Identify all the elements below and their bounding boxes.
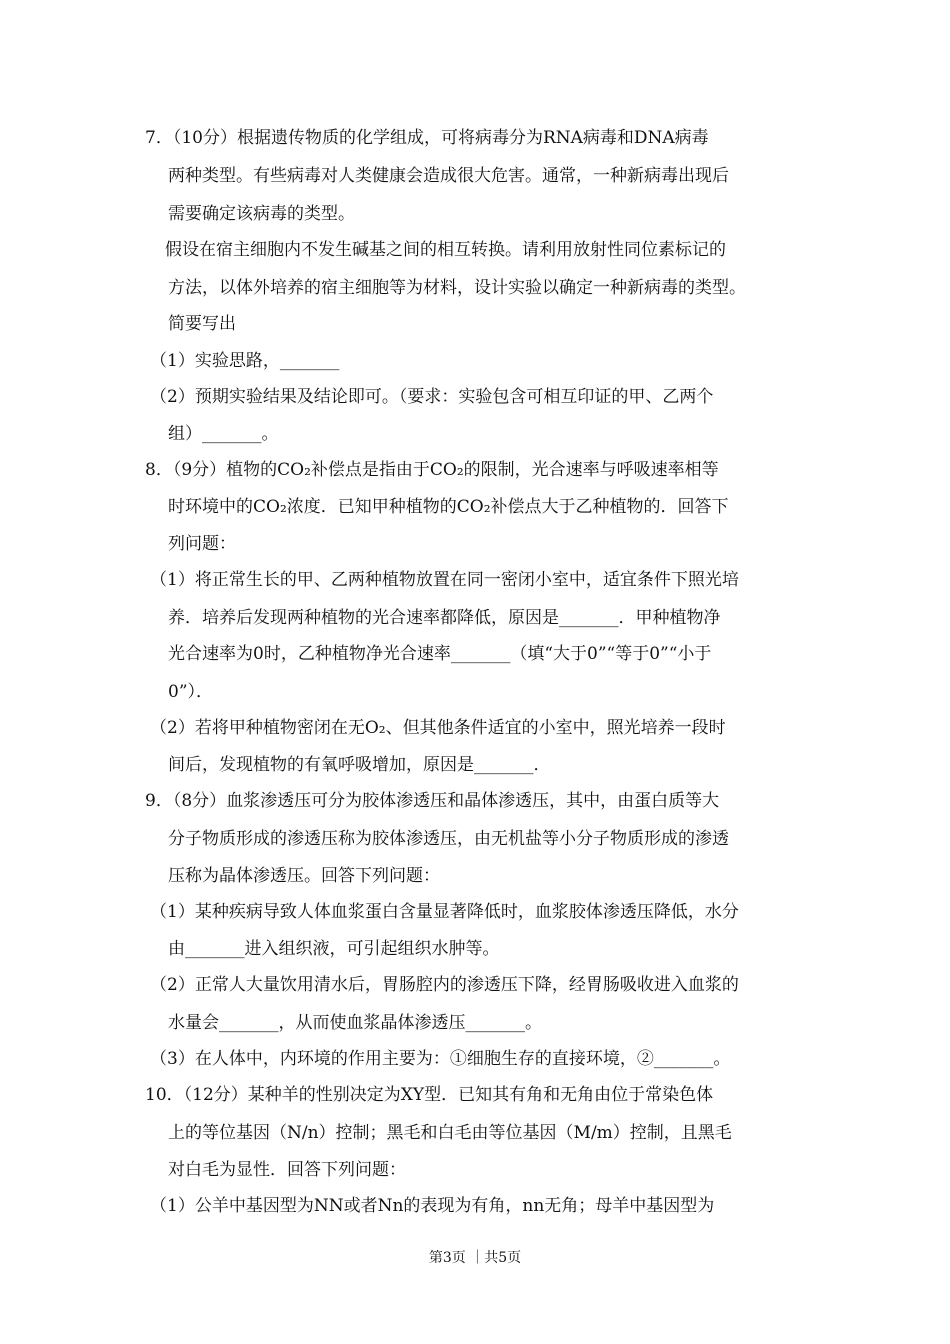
- q8-line-1: 8．（9分）植物的CO₂补偿点是指由于CO₂的限制，光合速率与呼吸速率相等: [145, 460, 719, 480]
- q7-line-4: 假设在宿主细胞内不发生碱基之间的相互转换。请利用放射性同位素标记的: [165, 240, 726, 260]
- q9-sub-1-cont: 由_______进入组织液，可引起组织水肿等。: [168, 939, 500, 959]
- q9-line-1: 9．（8分）血浆渗透压可分为胶体渗透压和晶体渗透压，其中，由蛋白质等大: [145, 791, 720, 811]
- q7-sub-1: （1）实验思路，_______: [150, 351, 340, 371]
- q7-line-3: 需要确定该病毒的类型。: [168, 204, 355, 224]
- q9-sub-2-cont: 水量会_______，从而使血浆晶体渗透压_______。: [168, 1013, 542, 1033]
- q7-sub-2: （2）预期实验结果及结论即可。（要求：实验包含可相互印证的甲、乙两个: [150, 387, 714, 407]
- q8-sub-1-cont-1: 养．培养后发现两种植物的光合速率都降低，原因是_______．甲种植物净: [168, 608, 721, 628]
- q7-line-1: 7．（10分）根据遗传物质的化学组成，可将病毒分为RNA病毒和DNA病毒: [145, 128, 709, 148]
- q9-sub-3: （3）在人体中，内环境的作用主要为：①细胞生存的直接环境，②_______。: [150, 1049, 731, 1069]
- q8-sub-1-cont-3: 0”）．: [168, 682, 214, 702]
- q9-line-3: 压称为晶体渗透压。回答下列问题：: [168, 866, 440, 886]
- q9-sub-1: （1）某种疾病导致人体血浆蛋白含量显著降低时，血浆胶体渗透压降低，水分: [150, 902, 739, 922]
- q10-sub-1: （1）公羊中基因型为NN或者Nn的表现为有角，nn无角；母羊中基因型为: [150, 1196, 715, 1216]
- q7-line-5: 方法，以体外培养的宿主细胞等为材料，设计实验以确定一种新病毒的类型。: [168, 278, 746, 298]
- q10-line-2: 上的等位基因（N/n）控制；黑毛和白毛由等位基因（M/m）控制，且黑毛: [168, 1123, 732, 1143]
- q10-line-1: 10．（12分）某种羊的性别决定为XY型．已知其有角和无角由位于常染色体: [145, 1085, 714, 1105]
- q7-line-6: 简要写出: [168, 314, 236, 334]
- q8-line-2: 时环境中的CO₂浓度．已知甲种植物的CO₂补偿点大于乙种植物的．回答下: [168, 497, 729, 517]
- q9-line-2: 分子物质形成的渗透压称为胶体渗透压，由无机盐等小分子物质形成的渗透: [168, 829, 729, 849]
- q9-sub-2: （2）正常人大量饮用清水后，胃肠腔内的渗透压下降，经胃肠吸收进入血浆的: [150, 975, 739, 995]
- q10-line-3: 对白毛为显性．回答下列问题：: [168, 1160, 406, 1180]
- q8-line-3: 列问题：: [168, 534, 236, 554]
- q7-sub-2-cont: 组）_______。: [168, 424, 279, 444]
- q8-sub-1: （1）将正常生长的甲、乙两种植物放置在同一密闭小室中，适宜条件下照光培: [150, 570, 739, 590]
- q8-sub-1-cont-2: 光合速率为0时，乙种植物净光合速率_______（填“大于0”“等于0”“小于: [168, 644, 712, 664]
- q8-sub-2-cont: 间后，发现植物的有氧呼吸增加，原因是_______．: [168, 755, 551, 775]
- page-footer: 第3页 ｜共5页: [428, 1250, 522, 1266]
- q8-sub-2: （2）若将甲种植物密闭在无O₂、但其他条件适宜的小室中，照光培养一段时: [150, 718, 726, 738]
- q7-line-2: 两种类型。有些病毒对人类健康会造成很大危害。通常，一种新病毒出现后: [168, 166, 729, 186]
